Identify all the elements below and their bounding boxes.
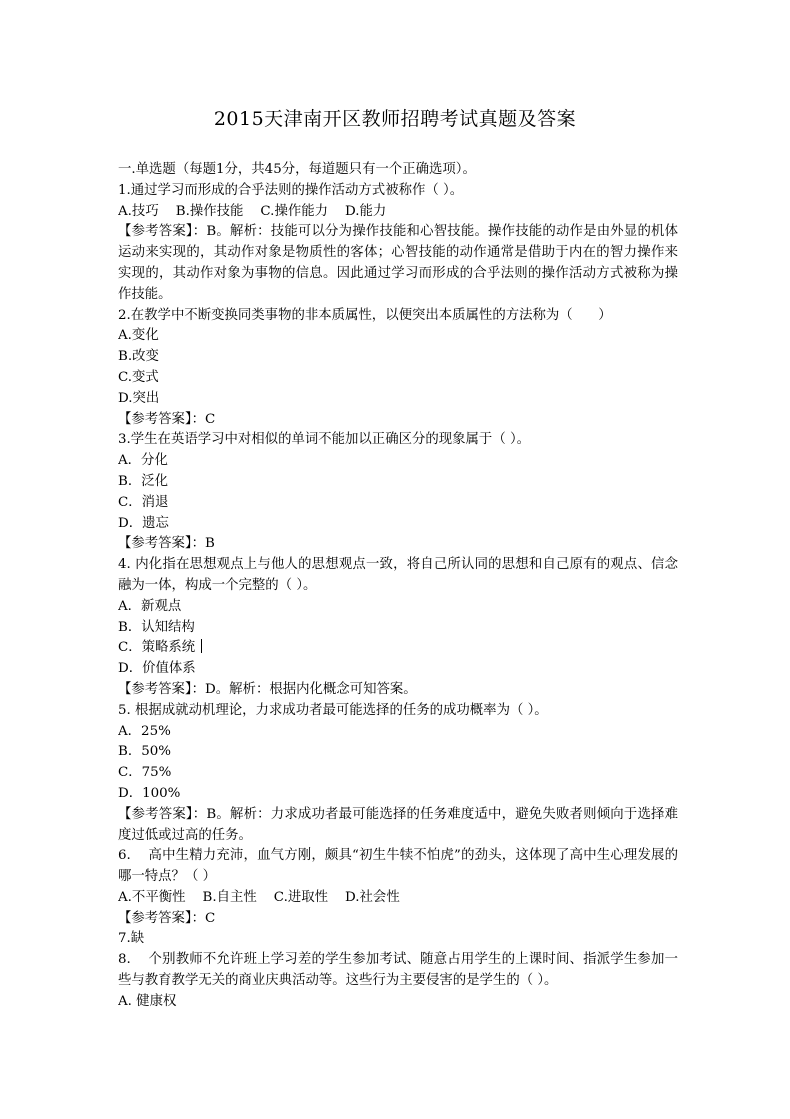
question-5-option-b: B．50% bbox=[118, 744, 171, 760]
question-3-option-b: B．泛化 bbox=[118, 473, 169, 489]
question-3-option-c: C．消退 bbox=[118, 494, 169, 510]
question-7-stem: 7.缺 bbox=[118, 931, 145, 947]
question-8-option-a: A. 健康权 bbox=[118, 993, 177, 1009]
question-5-option-d: D．100% bbox=[118, 785, 181, 801]
question-4-option-c: C．策略系统 bbox=[118, 640, 196, 656]
question-2-option-d: D.突出 bbox=[118, 390, 160, 406]
question-2-option-b: B.改变 bbox=[118, 349, 159, 365]
question-5-stem: 5. 根据成就动机理论，力求成功者最可能选择的任务的成功概率为（ ）。 bbox=[118, 702, 548, 718]
question-3-option-a: A．分化 bbox=[118, 453, 168, 469]
question-3-option-d: D．遗忘 bbox=[118, 515, 169, 531]
question-3-stem: 3.学生在英语学习中对相似的单词不能加以正确区分的现象属于（ ）。 bbox=[118, 432, 531, 448]
question-1-options: A.技巧 B.操作技能 C.操作能力 D.能力 bbox=[118, 203, 387, 219]
question-6-options: A.不平衡性 B.自主性 C.进取性 D.社会性 bbox=[118, 889, 400, 905]
question-4-option-d: D．价值体系 bbox=[118, 661, 196, 677]
question-4-answer: 【参考答案】：D。解析：根据内化概念可知答案。 bbox=[118, 681, 417, 697]
question-1-stem: 1.通过学习而形成的合乎法则的操作活动方式被称作（ ）。 bbox=[118, 182, 464, 198]
question-2-option-c: C.变式 bbox=[118, 369, 159, 385]
document-body bbox=[118, 160, 678, 1013]
question-2-stem: 2.在教学中不断变换同类事物的非本质属性，以便突出本质属性的方法称为（ ） bbox=[118, 307, 612, 323]
question-2-option-a: A.变化 bbox=[118, 328, 159, 344]
question-5-answer: 【参考答案】：B。解析：力求成功者最可能选择的任务难度适中，避免失败者则倾向于选择难度过低或过高的任务。 bbox=[118, 806, 678, 843]
question-4-option-b: B．认知结构 bbox=[118, 619, 195, 635]
question-5-option-a: A．25% bbox=[118, 723, 171, 739]
question-6-stem: 6. 高中生精力充沛，血气方刚，颇具“初生牛犊不怕虎”的劲头，这体现了高中生心理发展的哪一特点？（ ） bbox=[118, 848, 678, 885]
document-title: 2015天津南开区教师招聘考试真题及答案 bbox=[213, 108, 577, 130]
question-3-answer: 【参考答案】：B bbox=[118, 536, 215, 552]
question-2-answer: 【参考答案】：C bbox=[118, 411, 216, 427]
text-cursor bbox=[201, 639, 202, 653]
question-4-stem: 4. 内化指在思想观点上与他人的思想观点一致，将自己所认同的思想和自己原有的观点、信念融为一体，构成一个完整的（ ）。 bbox=[118, 557, 678, 593]
question-4-option-a: A．新观点 bbox=[118, 598, 182, 614]
question-6-answer: 【参考答案】：C bbox=[118, 910, 216, 926]
question-1-answer: 【参考答案】：B。解析：技能可以分为操作技能和心智技能。操作技能的动作是由外显的机体运动来实现的，其动作对象是物质性的客体；心智技能的动作通常是借助于内在的智力操作来实现的，其动作对象为事物的信息。因此通过学习而形成的合乎法则的操作活动方式被称为操作技能。 bbox=[118, 224, 678, 302]
section-header: 一.单选题（每题1分，共45分，每道题只有一个正确选项）。 bbox=[118, 162, 476, 177]
question-8-stem: 8. 个别教师不允许班上学习差的学生参加考试、随意占用学生的上课时间、指派学生参加一些与教育教学无关的商业庆典活动等。这些行为主要侵害的是学生的（ ）。 bbox=[118, 952, 678, 989]
question-5-option-c: C．75% bbox=[118, 765, 172, 781]
question-4-option-c-row bbox=[118, 638, 678, 659]
